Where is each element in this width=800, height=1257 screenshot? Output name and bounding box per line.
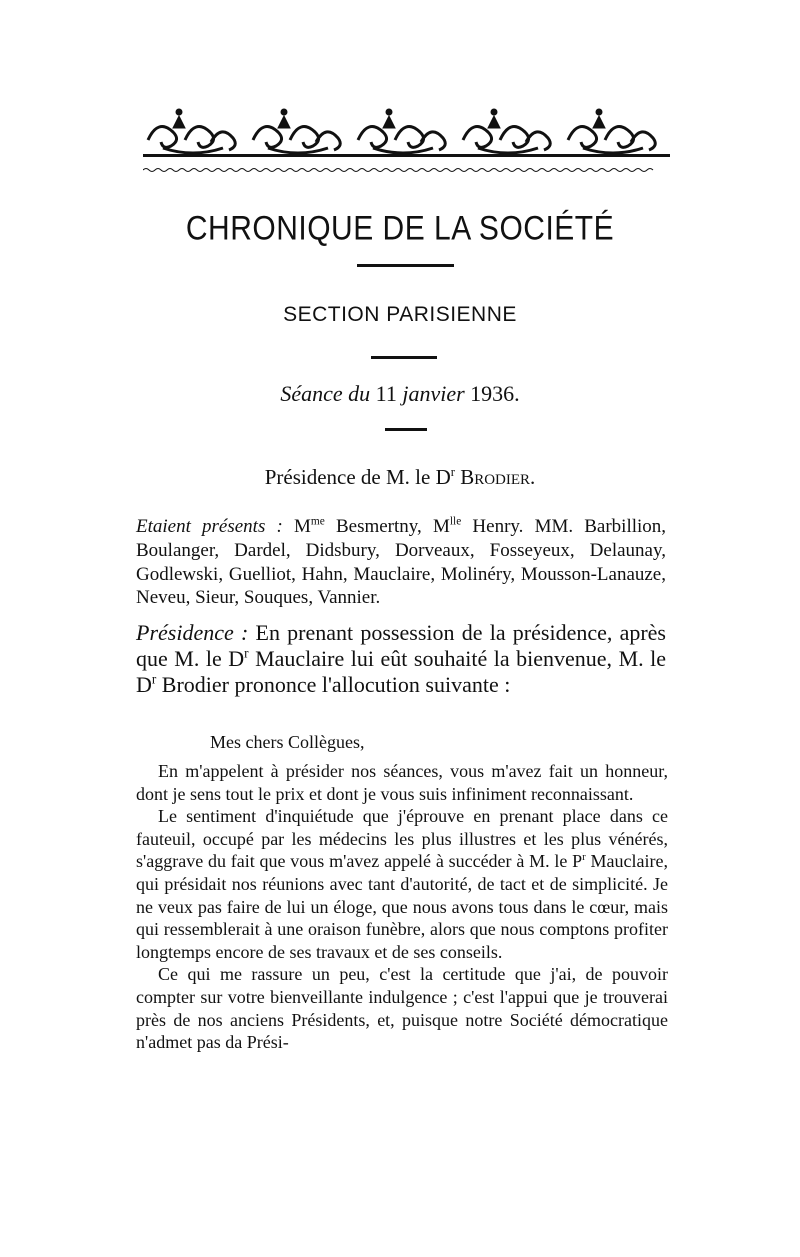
speech-paragraph-3: Ce qui me rassure un peu, c'est la certitude que j'ai, de pouvoir compter sur votre bienveillante indulgence ; c'est l'appui que je trouverai près de nos anciens Présidents, et, puisque notre Société démocratique n'admet pas da Prési-	[136, 964, 668, 1053]
presidency-text: Présidence de M. le D	[264, 465, 451, 489]
attendees-text-2: Henry. MM. Barbillion, Boulanger, Dardel, Didsbury, Dorveaux, Fosseyeux, Delaunay, Godlewski, Guelliot, Hahn, Mauclaire, Molinéry, Mousson-Lanauze, Neveu, Sieur, Souques, Vannier.	[136, 516, 667, 609]
session-day: 11	[375, 381, 397, 406]
speech-greeting: Mes chers Collègues,	[210, 732, 365, 752]
decorative-ornament-band	[143, 98, 670, 178]
attendees-label: Etaient présents :	[136, 516, 283, 537]
section-heading: SECTION PARISIENNE	[283, 303, 517, 326]
speech-p2-sup: r	[582, 851, 586, 864]
president-name: Brodier.	[460, 465, 536, 489]
presidency-text-1: En prenant possession de la présidence, après que M. le D	[136, 620, 666, 671]
madame-abbrev: M	[293, 516, 311, 537]
mademoiselle-abbrev: M	[432, 516, 450, 537]
presidency-text-2: Mauclaire lui eût souhaité la bienvenue, M. le D	[136, 646, 667, 697]
session-month: janvier	[402, 381, 465, 406]
presidency-label: Présidence :	[136, 620, 249, 645]
speech-paragraph-2	[136, 805, 668, 963]
presidency-paragraph	[136, 620, 666, 698]
title-divider	[357, 264, 454, 267]
presidency-sup-2: r	[151, 671, 157, 687]
attendees-paragraph	[136, 515, 666, 610]
speech-body	[136, 760, 668, 1054]
mademoiselle-sup: lle	[449, 515, 462, 528]
session-year: 1936.	[470, 381, 520, 406]
presidency-text-3: Brodier prononce l'allocution suivante :	[161, 672, 511, 697]
session-date	[0, 381, 800, 407]
speech-p2-text-a: Le sentiment d'inquiétude que j'éprouve en prenant place dans ce fauteuil, occupé par les médecins les plus illustres et les plus vénérés, s'aggrave du fait que vous m'avez appelé à succéder à M. le P	[136, 806, 668, 872]
presidency-sup-1: r	[244, 645, 249, 661]
presidency-sup: r	[450, 465, 455, 479]
speech-p2-text-b: Mauclaire, qui présidait nos réunions avec tant d'autorité, de tact et de simplicité. Je ne veux pas faire de lui un éloge, que nous avons tous dans le cœur, mais qui ressemblerait à une oraison funèbre, alors que nous comptons profiter longtemps encore de ses travaux et de ses conseils.	[136, 851, 669, 962]
section-divider	[371, 356, 437, 359]
date-divider	[385, 428, 427, 431]
madame-sup: me	[310, 515, 325, 528]
speech-paragraph-1: En m'appelent à présider nos séances, vous m'avez fait un honneur, dont je sens tout le prix et dont je vous suis infiniment reconnaissant.	[136, 761, 668, 804]
chronicle-title: CHRONIQUE DE LA SOCIÉTÉ	[185, 209, 615, 248]
session-label: Séance du	[280, 381, 371, 406]
presidency-line	[0, 465, 800, 490]
attendees-text-1: Besmertny,	[335, 516, 422, 537]
